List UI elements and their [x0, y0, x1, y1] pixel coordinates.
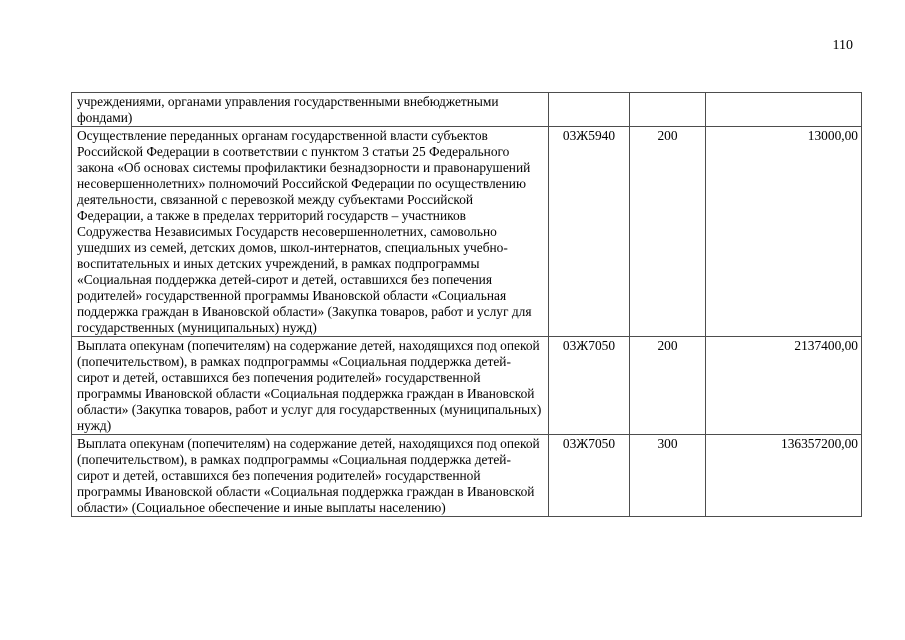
row-description: учреждениями, органами управления государственными внебюджетными фондами): [72, 93, 549, 127]
row-description: Осуществление переданных органам государственной власти субъектов Российской Федерации в соответствии с пунктом 3 статьи 25 Федерального закона «Об основах системы профилактики безнадзорности и правонарушений несовершеннолетних» полномочий Российской Федерации по осуществлению деятельности, связанной с перевозкой между субъектами Российской Федерации, а также в пределах территорий государств – участников Содружества Независимых Государств несовершеннолетних, самовольно ушедших из семей, детских домов, школ-интернатов, специальных учебно-воспитательных и иных детских учреждений, в рамках подпрограммы «Социальная поддержка детей-сирот и детей, оставшихся без попечения родителей» государственной программы Ивановской области «Социальная поддержка граждан в Ивановской области» (Закупка товаров, работ и услуг для государственных (муниципальных) нужд): [72, 127, 549, 337]
target-article-code: [549, 93, 630, 127]
target-article-code: 03Ж7050: [549, 337, 630, 435]
amount: 13000,00: [706, 127, 862, 337]
expense-type-code: 200: [630, 337, 706, 435]
amount: 136357200,00: [706, 435, 862, 517]
expense-type-code: 200: [630, 127, 706, 337]
table-row: [72, 435, 862, 517]
table-row: [72, 337, 862, 435]
table-row: [72, 93, 862, 127]
target-article-code: 03Ж5940: [549, 127, 630, 337]
row-description: Выплата опекунам (попечителям) на содержание детей, находящихся под опекой (попечительством), в рамках подпрограммы «Социальная поддержка детей-сирот и детей, оставшихся без попечения родителей» государственной программы Ивановской области «Социальная поддержка граждан в Ивановской области» (Социальное обеспечение и иные выплаты населению): [72, 435, 549, 517]
table-row: [72, 127, 862, 337]
amount: 2137400,00: [706, 337, 862, 435]
amount: [706, 93, 862, 127]
budget-table: [71, 92, 862, 517]
row-description: Выплата опекунам (попечителям) на содержание детей, находящихся под опекой (попечительством), в рамках подпрограммы «Социальная поддержка детей-сирот и детей, оставшихся без попечения родителей» государственной программы Ивановской области «Социальная поддержка граждан в Ивановской области» (Закупка товаров, работ и услуг для государственных (муниципальных) нужд): [72, 337, 549, 435]
expense-type-code: [630, 93, 706, 127]
target-article-code: 03Ж7050: [549, 435, 630, 517]
expense-type-code: 300: [630, 435, 706, 517]
page-number: 110: [832, 38, 853, 53]
